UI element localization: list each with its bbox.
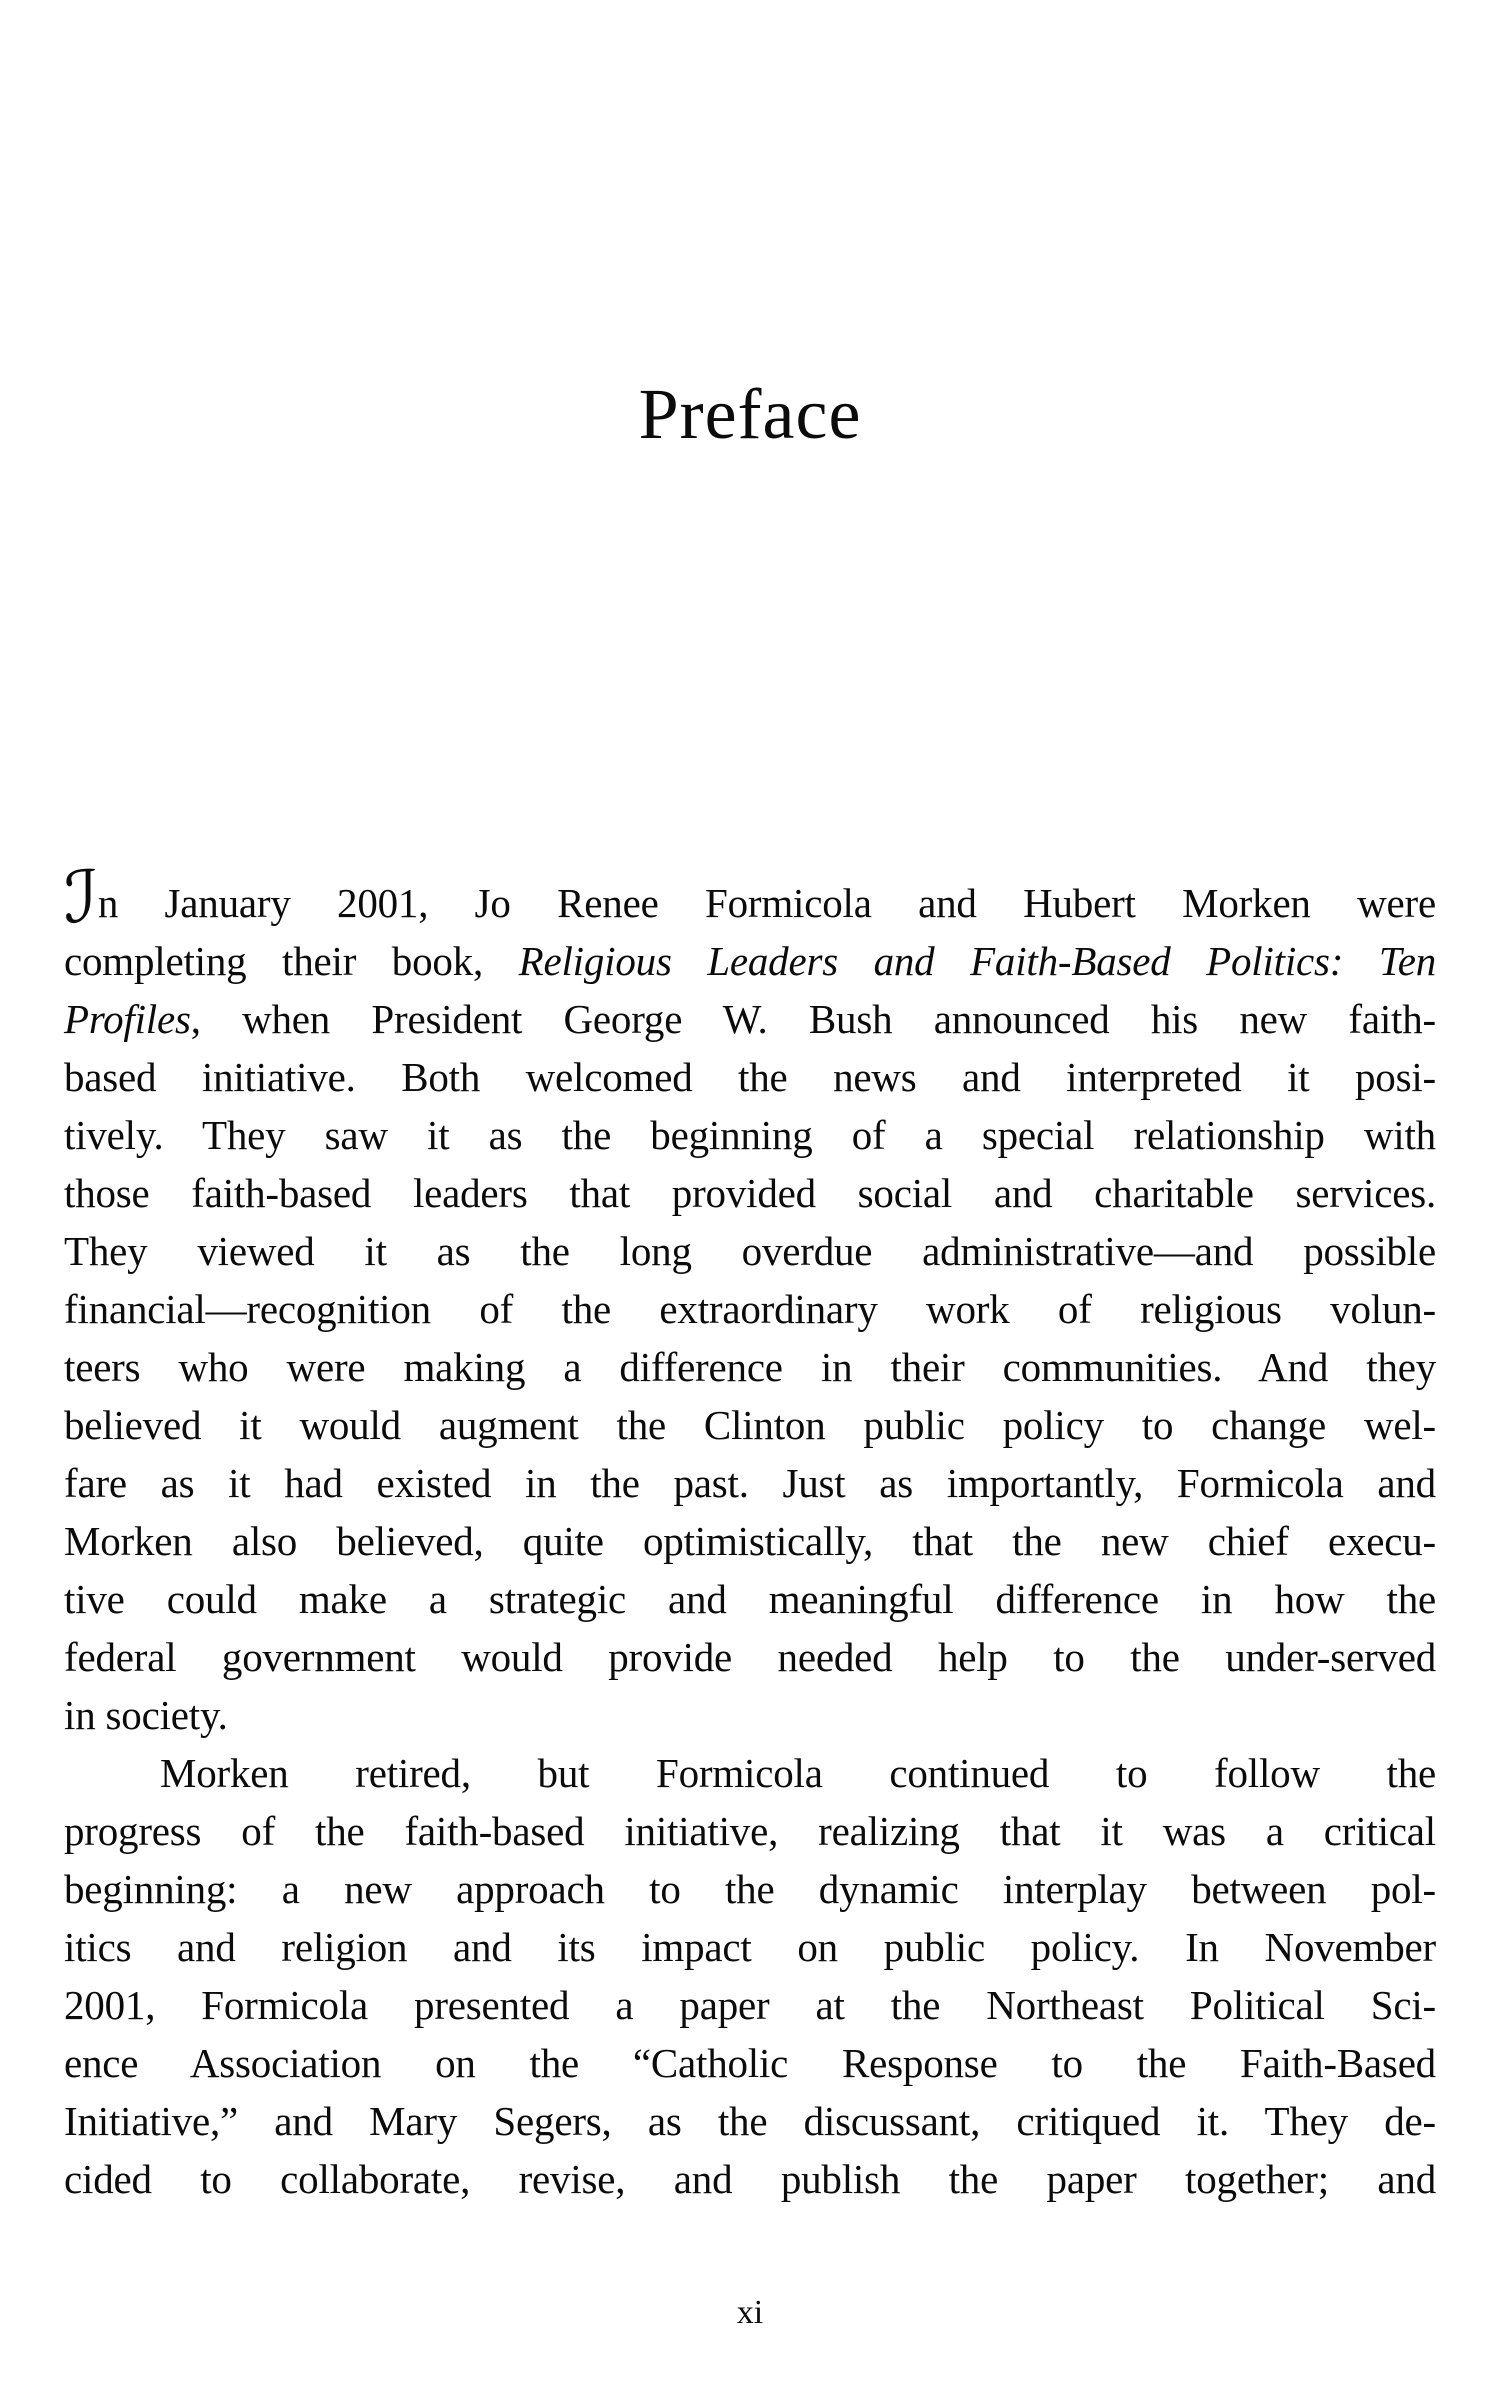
text-segment: in society. — [64, 1692, 228, 1738]
text-segment: teers who were making a difference in their communities. And they — [64, 1344, 1436, 1390]
text-segment: cided to collaborate, revise, and publish the paper together; and — [64, 2156, 1436, 2202]
text-line — [64, 1918, 1436, 1976]
page-number: xi — [736, 2294, 764, 2331]
text-segment: 2001, Formicola presented a paper at the Northeast Political Sci- — [64, 1982, 1436, 2028]
text-segment: financial—recognition of the extraordinary work of religious volun- — [64, 1286, 1436, 1332]
text-line — [64, 855, 1436, 939]
page-title: Preface — [638, 374, 862, 454]
text-line — [64, 1628, 1436, 1686]
text-segment: those faith-based leaders that provided social and charitable services. — [64, 1170, 1436, 1216]
text-segment: tive could make a strategic and meaningful difference in how the — [64, 1576, 1436, 1622]
text-segment: ence Association on the “Catholic Response to the Faith-Based — [64, 2040, 1436, 2086]
book-title-italic: Religious Leaders and Faith-Based Politics: Ten — [518, 938, 1436, 984]
body-text — [64, 855, 1436, 2208]
text-segment: They viewed it as the long overdue administrative—and possible — [64, 1228, 1436, 1274]
text-segment: believed it would augment the Clinton public policy to change wel- — [64, 1402, 1436, 1448]
text-segment: beginning: a new approach to the dynamic interplay between pol- — [64, 1866, 1436, 1912]
text-line — [64, 932, 1436, 990]
text-line — [64, 1860, 1436, 1918]
text-line — [64, 1744, 1436, 1802]
text-segment: completing their book, — [64, 938, 519, 984]
text-segment: Initiative,” and Mary Segers, as the discussant, critiqued it. They de- — [64, 2098, 1436, 2144]
text-line — [64, 1512, 1436, 1570]
text-segment: , when President George W. Bush announced his new faith- — [190, 996, 1436, 1042]
text-line — [64, 1164, 1436, 1222]
text-line — [64, 2034, 1436, 2092]
text-line — [64, 1338, 1436, 1396]
text-segment: Morken also believed, quite optimistically, that the new chief execu- — [64, 1518, 1436, 1564]
text-line — [64, 990, 1436, 1048]
text-segment: fare as it had existed in the past. Just as importantly, Formicola and — [64, 1460, 1436, 1506]
text-segment: Morken retired, but Formicola continued to follow the — [160, 1750, 1436, 1796]
text-segment: tively. They saw it as the beginning of a special relationship with — [64, 1112, 1436, 1158]
text-line — [64, 1280, 1436, 1338]
text-line — [64, 1106, 1436, 1164]
text-line — [64, 1802, 1436, 1860]
drop-cap-initial: ℐ — [64, 855, 98, 939]
text-segment: federal government would provide needed help to the under-served — [64, 1634, 1436, 1680]
text-line — [64, 1570, 1436, 1628]
text-line — [64, 1048, 1436, 1106]
text-segment: itics and religion and its impact on public policy. In November — [64, 1924, 1436, 1970]
text-line — [64, 2150, 1436, 2208]
text-line — [64, 1222, 1436, 1280]
book-title-italic: Profiles — [64, 996, 191, 1042]
text-segment: based initiative. Both welcomed the news and interpreted it posi- — [64, 1054, 1436, 1100]
text-line — [64, 2092, 1436, 2150]
text-segment: progress of the faith-based initiative, realizing that it was a critical — [64, 1808, 1436, 1854]
text-line — [64, 1396, 1436, 1454]
text-segment: n January 2001, Jo Renee Formicola and Hubert Morken were — [97, 880, 1436, 926]
text-line — [64, 1976, 1436, 2034]
text-line — [64, 1454, 1436, 1512]
text-line — [64, 1686, 1436, 1744]
